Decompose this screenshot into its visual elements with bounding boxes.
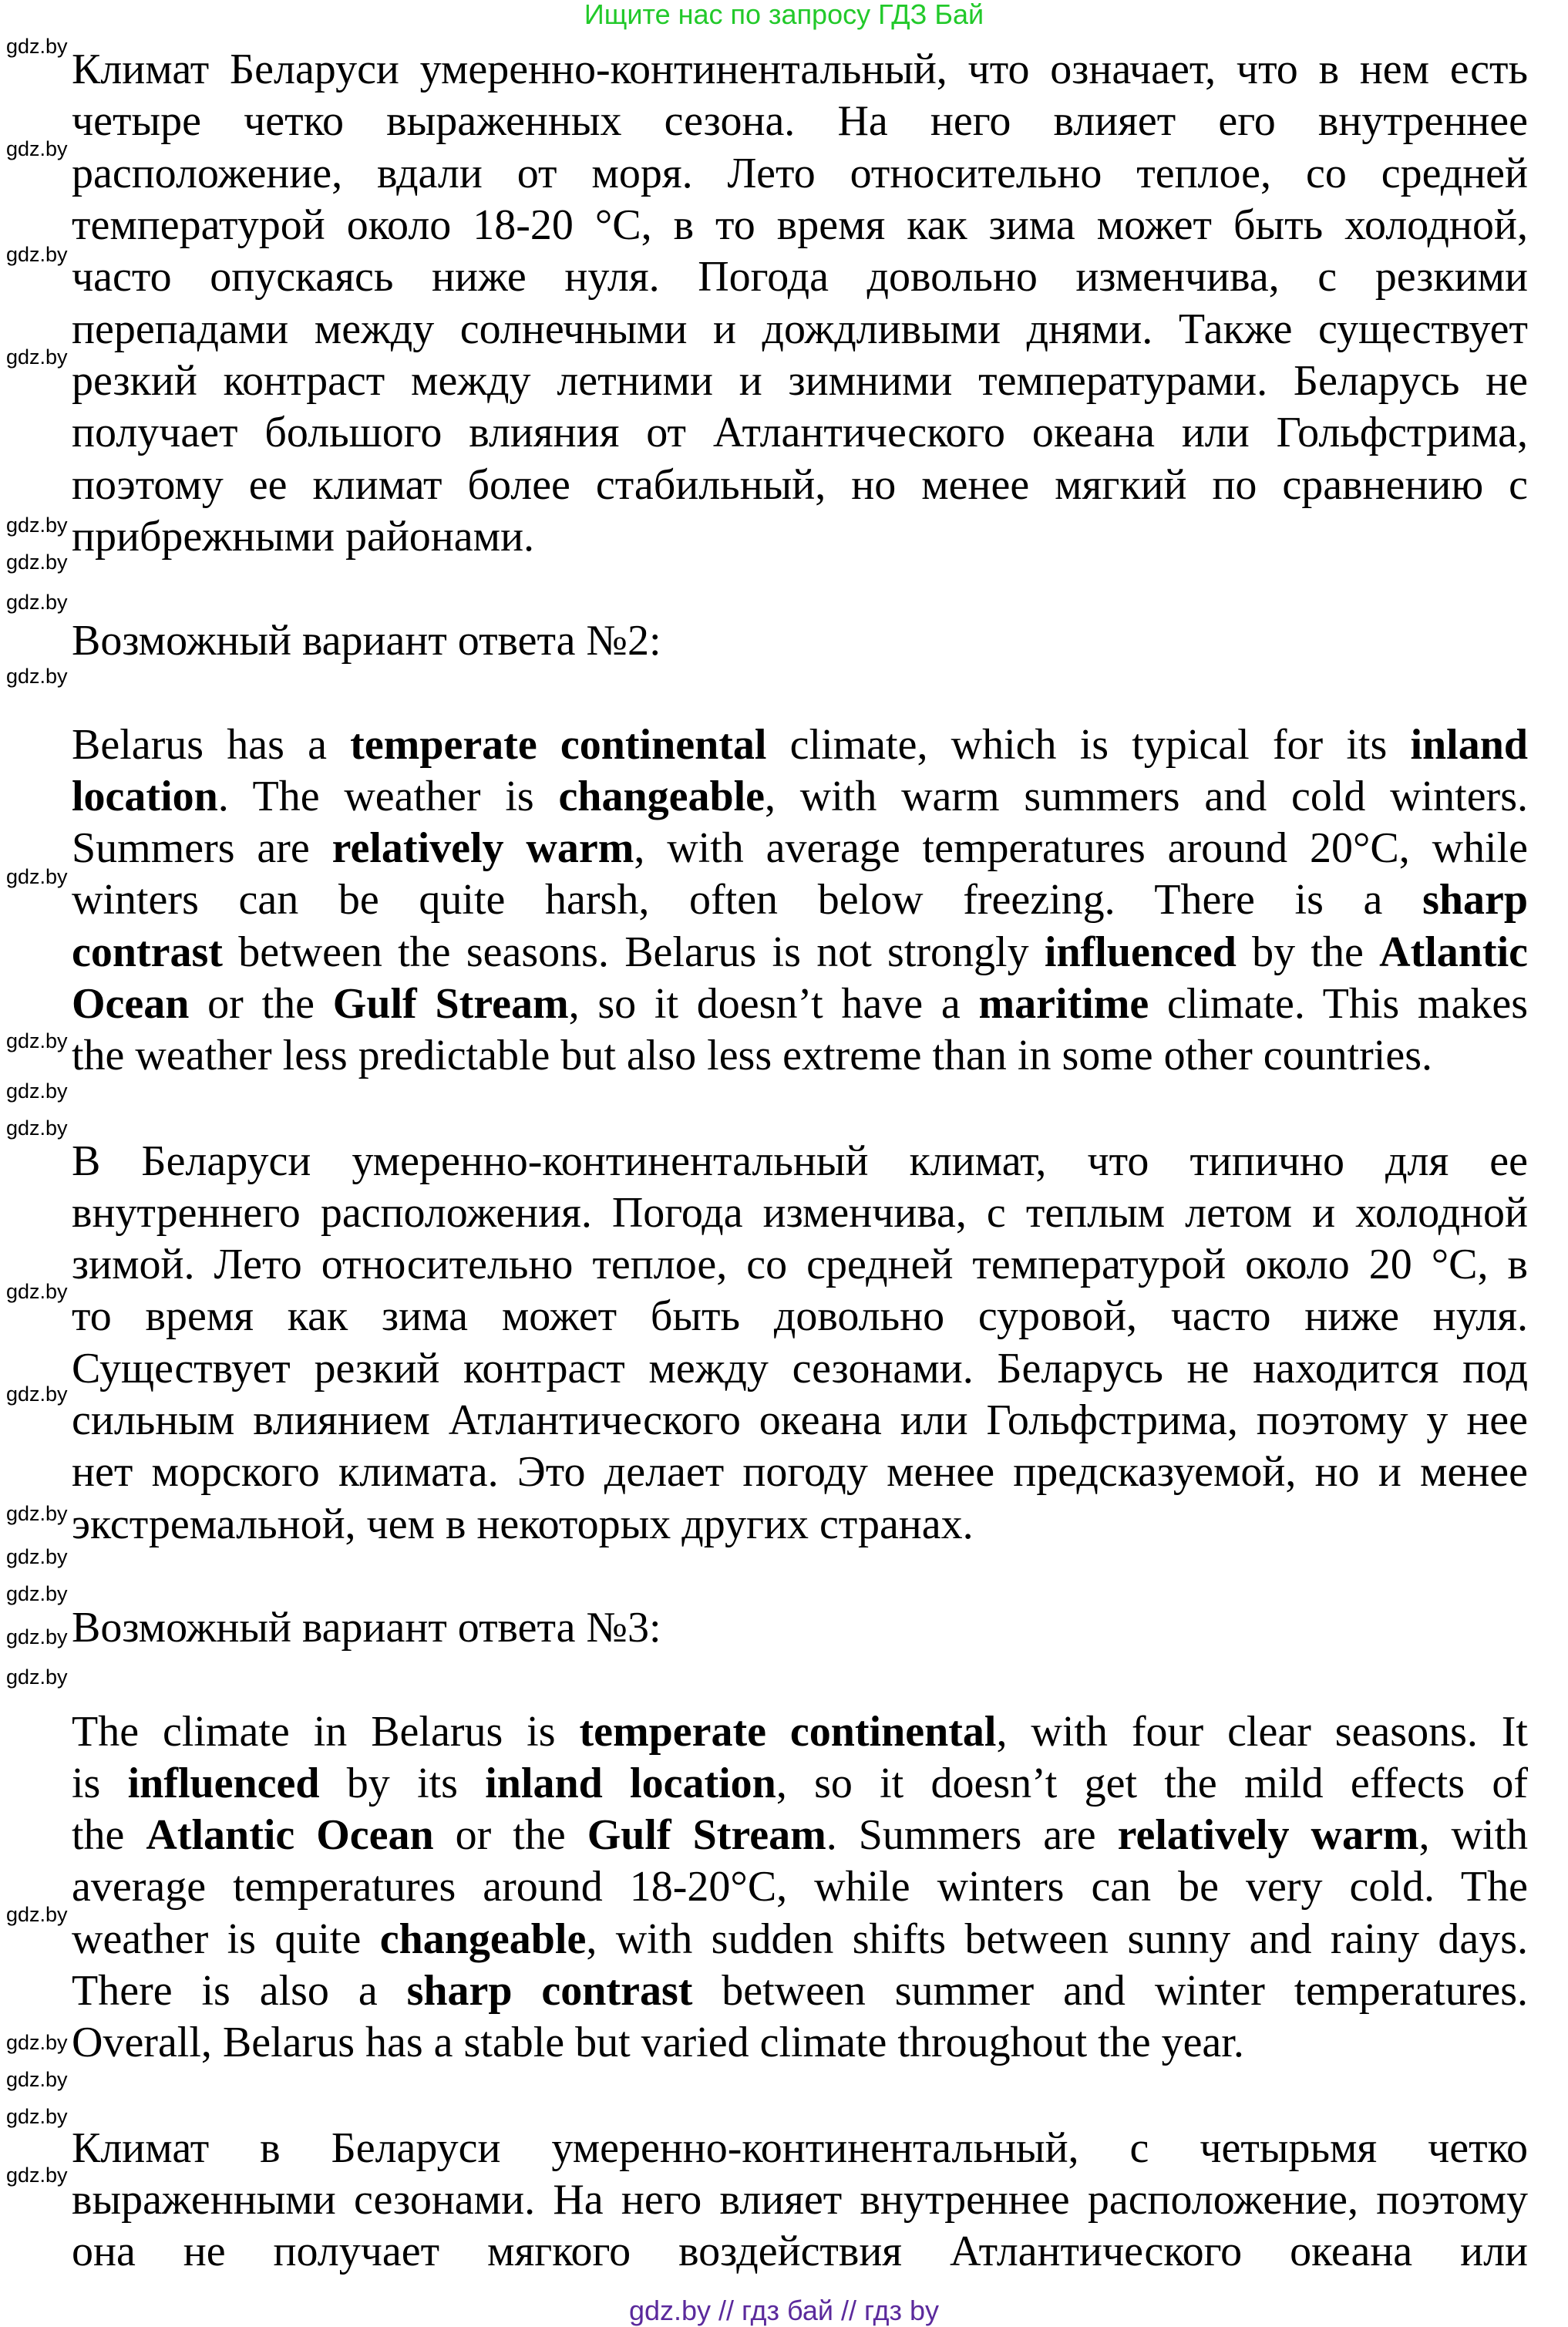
text-run: by its — [319, 1759, 486, 1807]
paragraph-5-line — [72, 2174, 1528, 2226]
watermark: gdz.by — [6, 513, 68, 537]
watermark: gdz.by — [6, 1382, 68, 1406]
text-run: between the seasons. Belarus is not strongly — [222, 928, 1045, 976]
bold-term: maritime — [978, 980, 1149, 1028]
text-run: , with average temperatures around 20°C, while — [634, 824, 1529, 873]
watermark: gdz.by — [6, 1544, 68, 1568]
paragraph-1-line — [72, 511, 1528, 563]
text-run: is — [72, 1759, 128, 1807]
paragraph-5-line — [72, 2123, 1528, 2174]
watermark: gdz.by — [6, 1079, 68, 1103]
text-run: расположение, вдали от моря. Лето относительно теплое, со средней — [72, 149, 1528, 197]
paragraph-4-line — [72, 1965, 1528, 2017]
text-run: Belarus has a — [72, 720, 351, 769]
text-run: зимой. Лето относительно теплое, со средней температурой около 20 °C, в — [72, 1241, 1528, 1289]
text-run: or the — [189, 980, 333, 1028]
text-run: часто опускаясь ниже нуля. Погода довольно изменчива, с резкими — [72, 253, 1528, 301]
text-run: or the — [433, 1811, 587, 1860]
bold-term: contrast — [72, 928, 223, 976]
paragraph-4-line — [72, 1914, 1528, 1965]
text-run: сильным влиянием Атлантического океана или Гольфстрима, поэтому у нее — [72, 1396, 1528, 1444]
bold-term: influenced — [1044, 928, 1237, 976]
text-run: winters can be quite harsh, often below freezing. There is a — [72, 876, 1423, 924]
watermark: gdz.by — [6, 1029, 68, 1052]
text-run: Summers are — [72, 824, 332, 873]
paragraph-2-line — [72, 1030, 1528, 1082]
text-run: то время как зима может быть довольно суровой, часто ниже нуля. — [72, 1292, 1528, 1341]
text-run: by the — [1236, 928, 1380, 976]
text-run: внутреннего расположения. Погода изменчива, с теплым летом и холодной — [72, 1188, 1528, 1237]
paragraph-1-line — [72, 355, 1528, 407]
bold-term: Atlantic — [1379, 928, 1528, 976]
text-run: The climate in Belarus is — [72, 1707, 580, 1756]
bold-term: temperate continental — [350, 720, 767, 769]
paragraph-3-line — [72, 1343, 1528, 1395]
paragraph-2-line — [72, 978, 1528, 1030]
watermark: gdz.by — [6, 2163, 68, 2187]
paragraph-1-line — [72, 148, 1528, 200]
bold-term: sharp — [1422, 876, 1528, 924]
paragraph-4-line — [72, 1861, 1528, 1913]
bold-term: inland location — [485, 1759, 776, 1807]
watermark: gdz.by — [6, 1903, 68, 1927]
watermark: gdz.by — [6, 1625, 68, 1648]
text-run: , with sudden shifts between sunny and rainy days. — [586, 1914, 1529, 1963]
paragraph-1-line — [72, 460, 1528, 511]
watermark: gdz.by — [6, 34, 68, 58]
text-run: прибрежными районами. — [72, 512, 535, 561]
text-run: , so it doesn’t get the mild effects of — [776, 1759, 1528, 1807]
watermark: gdz.by — [6, 865, 68, 889]
bold-term: temperate continental — [579, 1707, 997, 1756]
bold-term: Atlantic Ocean — [146, 1811, 434, 1860]
text-run: нет морского климата. Это делает погоду менее предсказуемой, но и менее — [72, 1448, 1528, 1497]
paragraph-5-line — [72, 2226, 1528, 2278]
text-run: получает большого влияния от Атлантического океана или Гольфстрима, — [72, 409, 1528, 457]
paragraph-3-line — [72, 1239, 1528, 1291]
paragraph-1-line — [72, 251, 1528, 303]
paragraph-3-line — [72, 1187, 1528, 1239]
text-run: climate, which is typical for its — [766, 720, 1411, 769]
paragraph-4-line — [72, 1758, 1528, 1810]
watermark: gdz.by — [6, 1665, 68, 1689]
bold-term: inland — [1410, 720, 1528, 769]
watermark: gdz.by — [6, 1581, 68, 1605]
text-run: В Беларуси умеренно-континентальный климат, что типично для ее — [72, 1137, 1528, 1185]
paragraph-4-line — [72, 2017, 1528, 2069]
text-run: the weather less predictable but also less extreme than in some other countries. — [72, 1032, 1432, 1080]
text-run: Климат Беларуси умеренно-континентальный, что означает, что в нем есть — [72, 45, 1528, 94]
text-run: the — [72, 1811, 146, 1860]
watermark: gdz.by — [6, 590, 68, 614]
text-run: , with four clear seasons. It — [996, 1707, 1528, 1756]
watermark: gdz.by — [6, 1116, 68, 1140]
footer-links[interactable]: gdz.by // гдз бай // гдз by — [628, 2295, 940, 2326]
watermark: gdz.by — [6, 242, 68, 266]
text-run: average temperatures around 18-20°C, while winters can be very cold. The — [72, 1863, 1528, 1911]
watermark: gdz.by — [6, 136, 68, 160]
bold-term: Gulf Stream — [332, 980, 569, 1028]
bold-term: sharp contrast — [406, 1967, 693, 2015]
text-run: climate. This makes — [1149, 980, 1528, 1028]
answer-variant-heading: Возможный вариант ответа №3: — [72, 1603, 661, 1652]
text-run: , with warm summers and cold winters. — [765, 772, 1528, 820]
text-run: There is also a — [72, 1967, 407, 2015]
text-run: она не получает мягкого воздействия Атлантического океана или — [72, 2228, 1528, 2276]
paragraph-2-line — [72, 771, 1528, 823]
paragraph-1-line — [72, 96, 1528, 147]
paragraph-3-line — [72, 1291, 1528, 1342]
text-run: . Summers are — [826, 1811, 1118, 1860]
paragraph-2-line — [72, 874, 1528, 926]
paragraph-2-line — [72, 823, 1528, 874]
watermark: gdz.by — [6, 345, 68, 369]
text-run: between summer and winter temperatures. — [692, 1967, 1528, 2015]
bold-term: location — [72, 772, 218, 820]
paragraph-4-line — [72, 1706, 1528, 1758]
bold-term: influenced — [127, 1759, 320, 1807]
paragraph-3-line — [72, 1136, 1528, 1187]
paragraph-1-line — [72, 407, 1528, 459]
bold-term: changeable — [379, 1914, 587, 1963]
bold-term: relatively warm — [1117, 1811, 1419, 1860]
text-run: экстремальной, чем в некоторых других странах. — [72, 1500, 974, 1548]
paragraph-3-line — [72, 1395, 1528, 1446]
watermark: gdz.by — [6, 550, 68, 574]
text-run: температурой около 18-20 °C, в то время как зима может быть холодной, — [72, 201, 1528, 249]
bold-term: Ocean — [72, 980, 190, 1028]
paragraph-2-line — [72, 719, 1528, 771]
text-run: выраженными сезонами. На него влияет внутреннее расположение, поэтому — [72, 2175, 1528, 2224]
bold-term: Gulf Stream — [587, 1811, 826, 1860]
text-run: Климат в Беларуси умеренно-континентальный, с четырьмя четко — [72, 2123, 1528, 2172]
text-run: , so it doesn’t have a — [568, 980, 979, 1028]
bold-term: relatively warm — [331, 824, 634, 873]
watermark: gdz.by — [6, 1280, 68, 1304]
watermark: gdz.by — [6, 1501, 68, 1525]
paragraph-3-line — [72, 1446, 1528, 1498]
text-run: . The weather is — [217, 772, 559, 820]
paragraph-1-line — [72, 304, 1528, 355]
text-run: Существует резкий контраст между сезонами. Беларусь не находится под — [72, 1344, 1528, 1392]
text-run: Overall, Belarus has a stable but varied climate throughout the year. — [72, 2019, 1244, 2067]
text-run: , with — [1418, 1811, 1528, 1860]
paragraph-1-line — [72, 200, 1528, 251]
text-run: поэтому ее климат более стабильный, но менее мягкий по сравнению с — [72, 460, 1528, 509]
text-run: перепадами между солнечными и дождливыми днями. Также существует — [72, 305, 1528, 353]
bold-term: changeable — [558, 772, 765, 820]
paragraph-4-line — [72, 1810, 1528, 1861]
text-run: резкий контраст между летними и зимними температурами. Беларусь не — [72, 356, 1528, 405]
watermark: gdz.by — [6, 2068, 68, 2092]
paragraph-3-line — [72, 1499, 1528, 1551]
paragraph-2-line — [72, 927, 1528, 978]
search-banner: Ищите нас по запросу ГДЗ Бай — [584, 0, 984, 30]
paragraph-1-line — [72, 44, 1528, 96]
watermark: gdz.by — [6, 2105, 68, 2129]
text-run: weather is quite — [72, 1914, 380, 1963]
answer-variant-heading: Возможный вариант ответа №2: — [72, 616, 661, 665]
watermark: gdz.by — [6, 2031, 68, 2055]
text-run: четыре четко выраженных сезона. На него влияет его внутреннее — [72, 97, 1528, 146]
watermark: gdz.by — [6, 665, 68, 689]
